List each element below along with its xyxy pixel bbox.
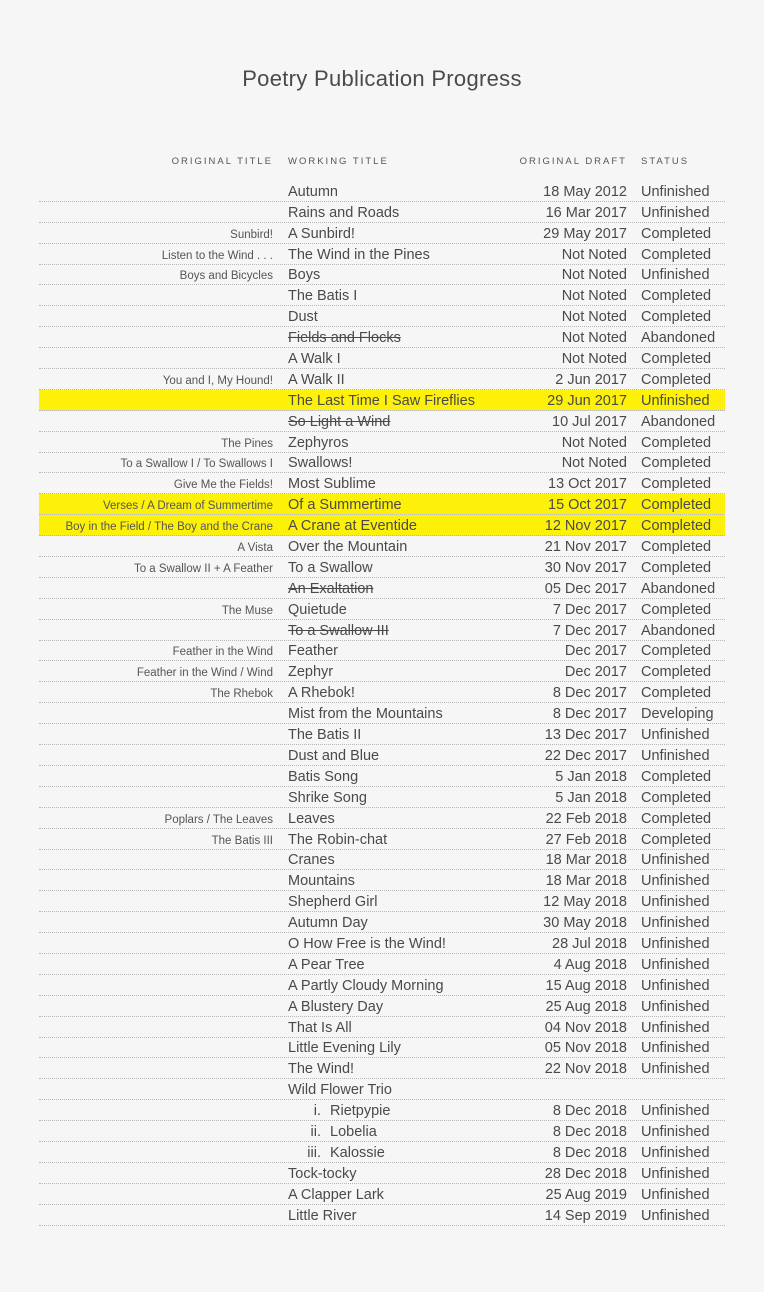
working-title-cell: Shepherd Girl — [288, 894, 378, 911]
original-draft-cell: 22 Nov 2018 — [544, 1061, 627, 1078]
sub-item-number: i. — [313, 1103, 321, 1120]
status-cell: Unfinished — [641, 267, 710, 284]
original-draft-cell: 05 Nov 2018 — [544, 1040, 627, 1057]
original-draft-cell: 5 Jan 2018 — [555, 789, 627, 806]
status-cell: Completed — [641, 309, 712, 326]
status-cell: Unfinished — [641, 1144, 710, 1161]
status-cell: Completed — [641, 497, 712, 514]
status-cell: Unfinished — [641, 183, 710, 200]
original-draft-cell: 18 Mar 2018 — [545, 873, 627, 890]
original-draft-cell: 22 Feb 2018 — [545, 810, 627, 827]
status-cell: Unfinished — [641, 747, 710, 764]
table-row — [39, 515, 725, 536]
status-cell: Completed — [641, 601, 712, 618]
status-cell: Completed — [641, 685, 712, 702]
original-title-cell: Listen to the Wind . . . — [161, 249, 273, 262]
working-title-cell: Most Sublime — [288, 476, 376, 493]
original-draft-cell: 15 Oct 2017 — [548, 497, 627, 514]
working-title-cell: Rains and Roads — [288, 204, 400, 221]
working-title-cell: So Light a Wind — [288, 413, 391, 430]
status-cell: Completed — [641, 810, 712, 827]
table-row — [39, 223, 725, 244]
working-title-cell: Dust — [288, 309, 318, 326]
original-draft-cell: 18 Mar 2018 — [545, 852, 627, 869]
working-title-cell: A Rhebok! — [288, 685, 355, 702]
status-cell: Completed — [641, 225, 712, 242]
status-cell: Completed — [641, 455, 712, 472]
sub-item-number: iii. — [307, 1144, 321, 1161]
status-cell: Unfinished — [641, 392, 710, 409]
table-row — [39, 975, 725, 996]
table-row — [39, 473, 725, 494]
working-title-cell: Dust and Blue — [288, 747, 380, 764]
working-title-cell: An Exaltation — [288, 580, 374, 597]
working-title-cell: The Wind! — [288, 1061, 355, 1078]
table-row — [39, 912, 725, 933]
status-cell: Developing — [641, 706, 714, 723]
working-title-cell: Little River — [288, 1207, 357, 1224]
working-title-cell: Mountains — [288, 873, 355, 890]
original-draft-cell: 5 Jan 2018 — [555, 768, 627, 785]
status-cell: Unfinished — [641, 1207, 710, 1224]
original-title-cell: The Muse — [221, 604, 273, 617]
table-row — [39, 682, 725, 703]
working-title-text: Lobelia — [330, 1123, 377, 1140]
original-draft-cell: 8 Dec 2018 — [552, 1144, 627, 1161]
status-cell: Completed — [641, 559, 712, 576]
working-title-cell: Zephyros — [288, 434, 349, 451]
status-cell: Unfinished — [641, 956, 710, 973]
working-title-cell: A Crane at Eventide — [288, 518, 417, 535]
original-draft-cell: 04 Nov 2018 — [544, 1019, 627, 1036]
original-title-cell: Give Me the Fields! — [173, 479, 273, 492]
working-title-cell: Of a Summertime — [288, 497, 402, 514]
table-row — [39, 348, 725, 369]
original-draft-cell: 15 Aug 2018 — [545, 977, 627, 994]
header-original-draft: ORIGINAL DRAFT — [519, 156, 627, 167]
working-title-cell — [301, 1145, 385, 1161]
table-row — [39, 244, 725, 265]
table-row — [39, 390, 725, 411]
working-title-cell: A Clapper Lark — [288, 1186, 384, 1203]
table-row — [39, 829, 725, 850]
working-title-cell: Cranes — [288, 852, 335, 869]
table-row — [39, 494, 725, 515]
original-draft-cell: Dec 2017 — [564, 643, 627, 660]
status-cell: Unfinished — [641, 977, 710, 994]
status-cell: Unfinished — [641, 1040, 710, 1057]
table-row — [39, 766, 725, 787]
working-title-cell: The Robin-chat — [288, 831, 388, 848]
working-title-cell: Batis Song — [288, 768, 359, 785]
original-title-cell: Feather in the Wind — [172, 646, 273, 659]
table-row — [39, 850, 725, 871]
working-title-cell — [301, 1124, 377, 1140]
original-title-cell: The Batis III — [211, 834, 273, 847]
table-header — [39, 150, 725, 181]
header-status: STATUS — [641, 156, 690, 167]
original-draft-cell: Not Noted — [561, 434, 627, 451]
progress-table — [39, 150, 725, 1226]
status-cell: Unfinished — [641, 204, 710, 221]
working-title-cell: Wild Flower Trio — [288, 1082, 392, 1099]
status-cell: Unfinished — [641, 915, 710, 932]
original-draft-cell: Not Noted — [561, 309, 627, 326]
status-cell: Completed — [641, 518, 712, 535]
original-draft-cell: 10 Jul 2017 — [552, 413, 627, 430]
table-row — [39, 369, 725, 390]
original-draft-cell: 7 Dec 2017 — [552, 622, 627, 639]
status-cell: Unfinished — [641, 1165, 710, 1182]
working-title-cell: O How Free is the Wind! — [288, 935, 446, 952]
original-draft-cell: 8 Dec 2017 — [552, 685, 627, 702]
original-draft-cell: 14 Sep 2019 — [544, 1207, 627, 1224]
status-cell: Unfinished — [641, 894, 710, 911]
working-title-cell: Mist from the Mountains — [288, 706, 443, 723]
original-draft-cell: 13 Dec 2017 — [544, 727, 627, 744]
table-row — [39, 265, 725, 286]
status-cell: Abandoned — [641, 413, 716, 430]
table-row — [39, 327, 725, 348]
table-row — [39, 703, 725, 724]
status-cell: Unfinished — [641, 1019, 710, 1036]
original-title-cell: Boy in the Field / The Boy and the Crane — [65, 521, 273, 534]
working-title-cell: Autumn — [288, 183, 338, 200]
original-draft-cell: 21 Nov 2017 — [544, 539, 627, 556]
working-title-text: Kalossie — [330, 1144, 385, 1161]
original-draft-cell: 12 May 2018 — [543, 894, 627, 911]
original-title-cell: The Pines — [221, 437, 273, 450]
status-cell: Unfinished — [641, 1123, 710, 1140]
table-row — [39, 411, 725, 432]
working-title-cell: Boys — [288, 267, 321, 284]
original-title-cell: Verses / A Dream of Summertime — [102, 500, 273, 513]
original-draft-cell: Not Noted — [561, 330, 627, 347]
working-title-cell: Zephyr — [288, 664, 334, 681]
table-row — [39, 933, 725, 954]
table-row — [39, 578, 725, 599]
original-title-cell: To a Swallow II + A Feather — [133, 562, 273, 575]
original-draft-cell: 05 Dec 2017 — [544, 580, 627, 597]
table-row — [39, 1205, 725, 1226]
status-cell: Completed — [641, 643, 712, 660]
working-title-cell: A Sunbird! — [288, 225, 355, 242]
table-row — [39, 1038, 725, 1059]
working-title-cell: The Last Time I Saw Fireflies — [288, 392, 475, 409]
working-title-cell: Autumn Day — [288, 915, 368, 932]
working-title-cell: A Walk II — [288, 371, 345, 388]
table-row — [39, 620, 725, 641]
working-title-cell: A Blustery Day — [288, 998, 384, 1015]
table-row — [39, 181, 725, 202]
table-row — [39, 641, 725, 662]
status-cell: Unfinished — [641, 1186, 710, 1203]
original-draft-cell: 28 Dec 2018 — [544, 1165, 627, 1182]
original-draft-cell: 16 Mar 2017 — [545, 204, 627, 221]
working-title-text: Rietpypie — [330, 1103, 391, 1120]
original-title-cell: Boys and Bicycles — [179, 270, 273, 283]
table-row — [39, 285, 725, 306]
working-title-cell: To a Swallow — [288, 559, 373, 576]
working-title-cell: To a Swallow III — [288, 622, 389, 639]
original-draft-cell: 25 Aug 2018 — [545, 998, 627, 1015]
table-row — [39, 724, 725, 745]
table-row — [39, 870, 725, 891]
table-row — [39, 745, 725, 766]
status-cell: Completed — [641, 288, 712, 305]
status-cell: Completed — [641, 768, 712, 785]
status-cell: Completed — [641, 831, 712, 848]
status-cell: Completed — [641, 539, 712, 556]
status-cell: Completed — [641, 246, 712, 263]
original-title-cell: Sunbird! — [230, 228, 273, 241]
table-row — [39, 1121, 725, 1142]
working-title-cell: The Wind in the Pines — [288, 246, 430, 263]
original-draft-cell: 30 Nov 2017 — [544, 559, 627, 576]
status-cell: Completed — [641, 476, 712, 493]
original-draft-cell: 12 Nov 2017 — [544, 518, 627, 535]
original-draft-cell: 22 Dec 2017 — [544, 747, 627, 764]
original-draft-cell: 29 May 2017 — [543, 225, 627, 242]
status-cell: Abandoned — [641, 330, 716, 347]
table-row — [39, 1142, 725, 1163]
original-title-cell: The Rhebok — [210, 688, 273, 701]
table-row — [39, 996, 725, 1017]
status-cell: Unfinished — [641, 727, 710, 744]
working-title-cell: The Batis II — [288, 727, 362, 744]
original-draft-cell: Not Noted — [561, 455, 627, 472]
working-title-cell: The Batis I — [288, 288, 358, 305]
status-cell: Unfinished — [641, 998, 710, 1015]
original-title-cell: You and I, My Hound! — [162, 374, 273, 387]
original-draft-cell: 18 May 2012 — [543, 183, 627, 200]
status-cell: Completed — [641, 664, 712, 681]
original-draft-cell: 7 Dec 2017 — [552, 601, 627, 618]
original-draft-cell: 27 Feb 2018 — [545, 831, 627, 848]
header-working-title: WORKING TITLE — [288, 156, 389, 167]
working-title-cell: Over the Mountain — [288, 539, 408, 556]
working-title-cell: Swallows! — [288, 455, 353, 472]
table-row — [39, 453, 725, 474]
original-draft-cell: 8 Dec 2017 — [552, 706, 627, 723]
original-draft-cell: 29 Jun 2017 — [547, 392, 627, 409]
table-row — [39, 599, 725, 620]
original-draft-cell: Not Noted — [561, 351, 627, 368]
header-original-title: ORIGINAL TITLE — [171, 156, 273, 167]
status-cell: Completed — [641, 371, 712, 388]
working-title-cell: That Is All — [288, 1019, 352, 1036]
original-draft-cell: Not Noted — [561, 246, 627, 263]
working-title-cell: Shrike Song — [288, 789, 367, 806]
table-row — [39, 954, 725, 975]
working-title-cell: Quietude — [288, 601, 347, 618]
status-cell: Unfinished — [641, 873, 710, 890]
original-draft-cell: 30 May 2018 — [543, 915, 627, 932]
status-cell: Unfinished — [641, 935, 710, 952]
table-row — [39, 1079, 725, 1100]
table-row — [39, 1184, 725, 1205]
original-title-cell: A Vista — [237, 542, 273, 555]
working-title-cell: Leaves — [288, 810, 335, 827]
working-title-cell: A Pear Tree — [288, 956, 365, 973]
working-title-cell: Little Evening Lily — [288, 1040, 401, 1057]
original-draft-cell: 4 Aug 2018 — [553, 956, 627, 973]
status-cell: Completed — [641, 434, 712, 451]
original-title-cell: To a Swallow I / To Swallows I — [120, 458, 273, 471]
status-cell: Abandoned — [641, 622, 716, 639]
table-row — [39, 808, 725, 829]
table-row — [39, 1100, 725, 1121]
original-draft-cell: 2 Jun 2017 — [555, 371, 627, 388]
table-row — [39, 787, 725, 808]
table-row — [39, 306, 725, 327]
table-body — [39, 181, 725, 1226]
table-row — [39, 661, 725, 682]
working-title-cell: A Walk I — [288, 351, 341, 368]
status-cell: Unfinished — [641, 1061, 710, 1078]
working-title-cell: Feather — [288, 643, 338, 660]
sub-item-number: ii. — [310, 1123, 321, 1140]
original-draft-cell: Not Noted — [561, 288, 627, 305]
status-cell: Completed — [641, 351, 712, 368]
table-row — [39, 1017, 725, 1038]
original-draft-cell: 28 Jul 2018 — [552, 935, 627, 952]
original-title-cell: Feather in the Wind / Wind — [136, 667, 273, 680]
table-row — [39, 557, 725, 578]
status-cell: Completed — [641, 789, 712, 806]
original-draft-cell: Not Noted — [561, 267, 627, 284]
table-row — [39, 891, 725, 912]
table-row — [39, 1058, 725, 1079]
original-title-cell: Poplars / The Leaves — [164, 813, 273, 826]
original-draft-cell: 8 Dec 2018 — [552, 1103, 627, 1120]
original-draft-cell: 13 Oct 2017 — [548, 476, 627, 493]
table-row — [39, 1163, 725, 1184]
table-row — [39, 536, 725, 557]
original-draft-cell: 8 Dec 2018 — [552, 1123, 627, 1140]
table-row — [39, 432, 725, 453]
original-draft-cell: 25 Aug 2019 — [545, 1186, 627, 1203]
status-cell: Unfinished — [641, 1103, 710, 1120]
working-title-cell: A Partly Cloudy Morning — [288, 977, 444, 994]
page-title: Poetry Publication Progress — [242, 66, 522, 91]
table-row — [39, 202, 725, 223]
status-cell: Unfinished — [641, 852, 710, 869]
working-title-cell: Fields and Flocks — [288, 330, 401, 347]
working-title-cell — [301, 1103, 390, 1119]
status-cell: Abandoned — [641, 580, 716, 597]
working-title-cell: Tock-tocky — [288, 1165, 357, 1182]
original-draft-cell: Dec 2017 — [564, 664, 627, 681]
